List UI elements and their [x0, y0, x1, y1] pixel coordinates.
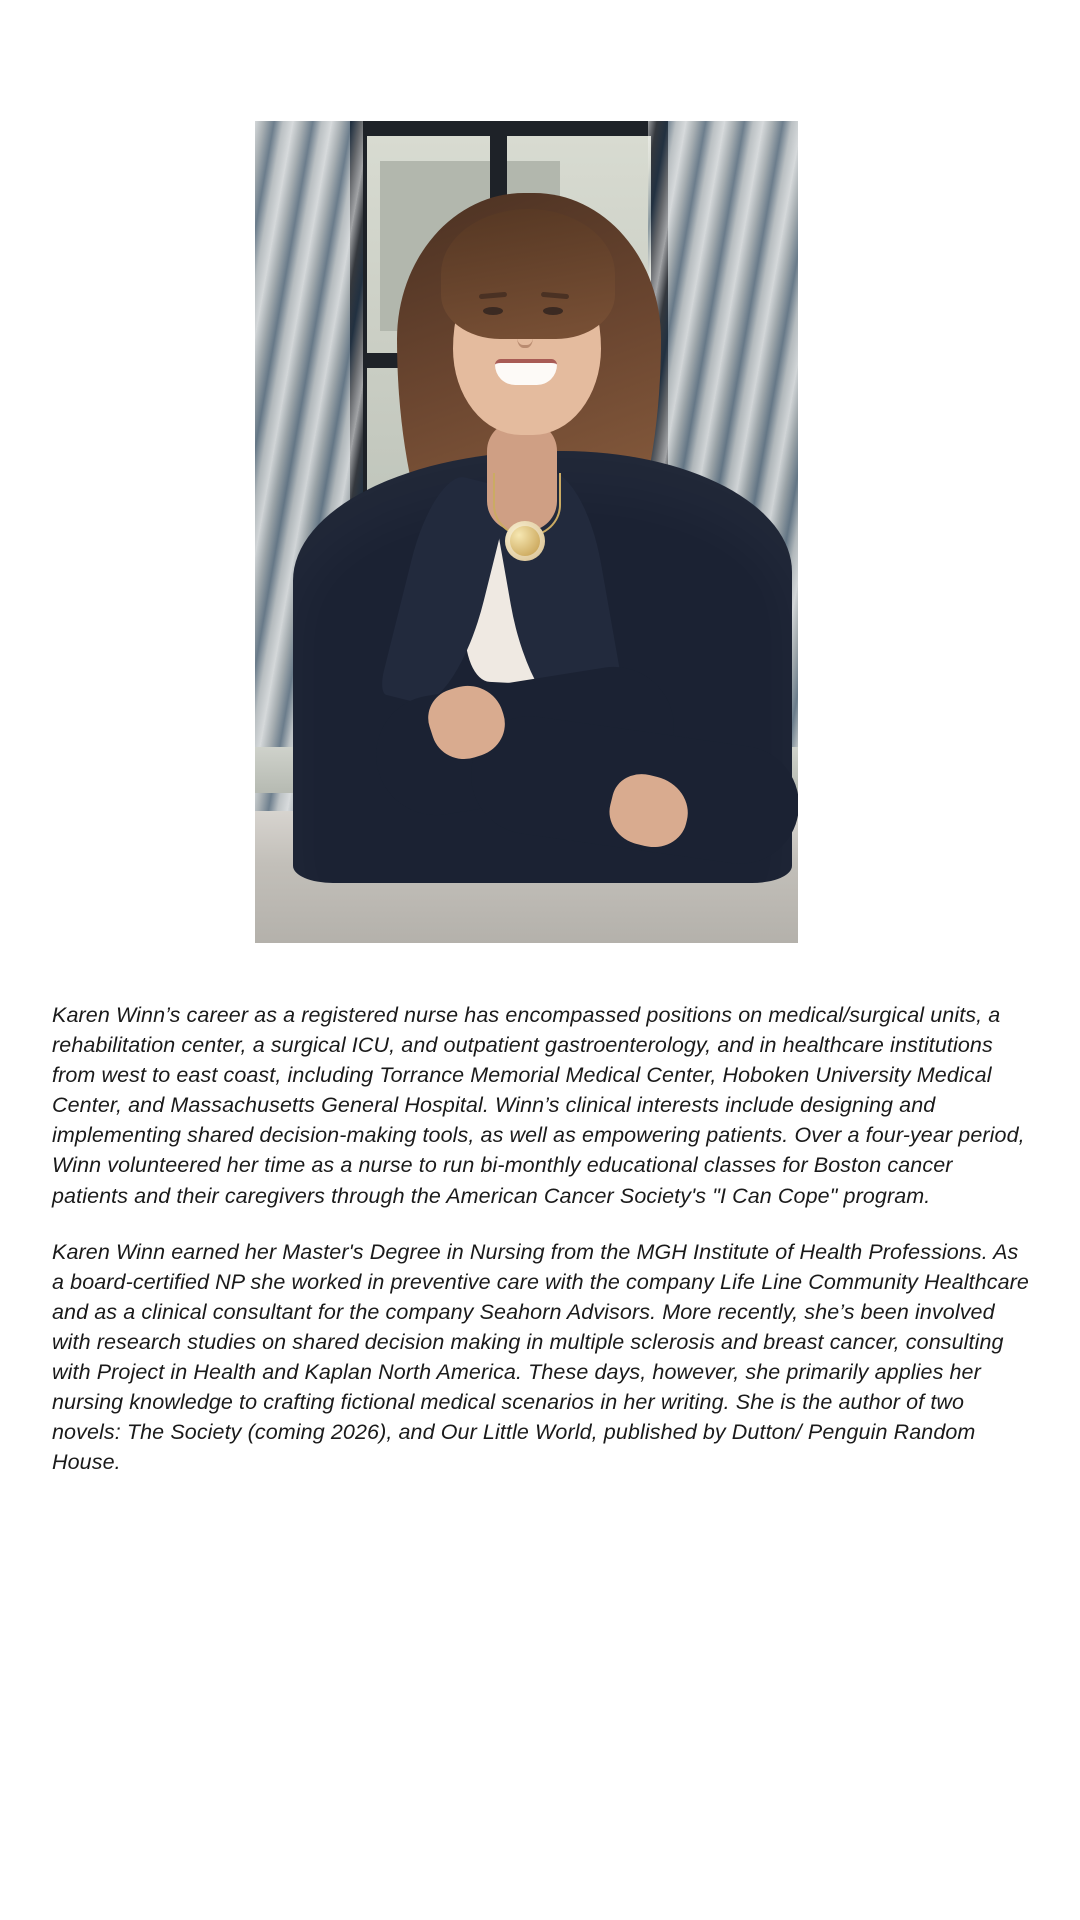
necklace-pendant — [505, 521, 545, 561]
nose — [517, 321, 533, 348]
eye-left — [483, 307, 503, 315]
portrait-image — [255, 121, 798, 943]
eye-right — [543, 307, 563, 315]
portrait-photo — [255, 121, 798, 943]
biography-text — [52, 1000, 1032, 1477]
bio-paragraph-1: Karen Winn’s career as a registered nurse has encompassed positions on medical/surgical units, a rehabilitation center, a surgical ICU, and outpatient gastroenterology, and in healthcare institutions from west to east coast, including Torrance Memorial Medical Center, Hoboken University Medical Center, and Massachusetts General Hospital. Winn’s clinical interests include designing and implementing shared decision-making tools, as well as empowering patients. Over a four-year period, Winn volunteered her time as a nurse to run bi-monthly educational classes for Boston cancer patients and their caregivers through the American Cancer Society's "I Can Cope" program. — [52, 1003, 1025, 1208]
hair-front — [441, 209, 615, 339]
bio-paragraph-2: Karen Winn earned her Master's Degree in Nursing from the MGH Institute of Health Professions. As a board-certified NP she worked in preventive care with the company Life Line Community Healthcare and as a clinical consultant for the company Seahorn Advisors. More recently, she’s been involved with research studies on shared decision making in multiple sclerosis and breast cancer, consulting with Project in Health and Kaplan North America. These days, however, she primarily applies her nursing knowledge to crafting fictional medical scenarios in her writing. She is the author of two novels: The Society (coming 2026), and Our Little World, published by Dutton/ Penguin Random House. — [52, 1239, 1029, 1475]
smile — [495, 359, 557, 385]
window-rail-top — [350, 121, 668, 136]
